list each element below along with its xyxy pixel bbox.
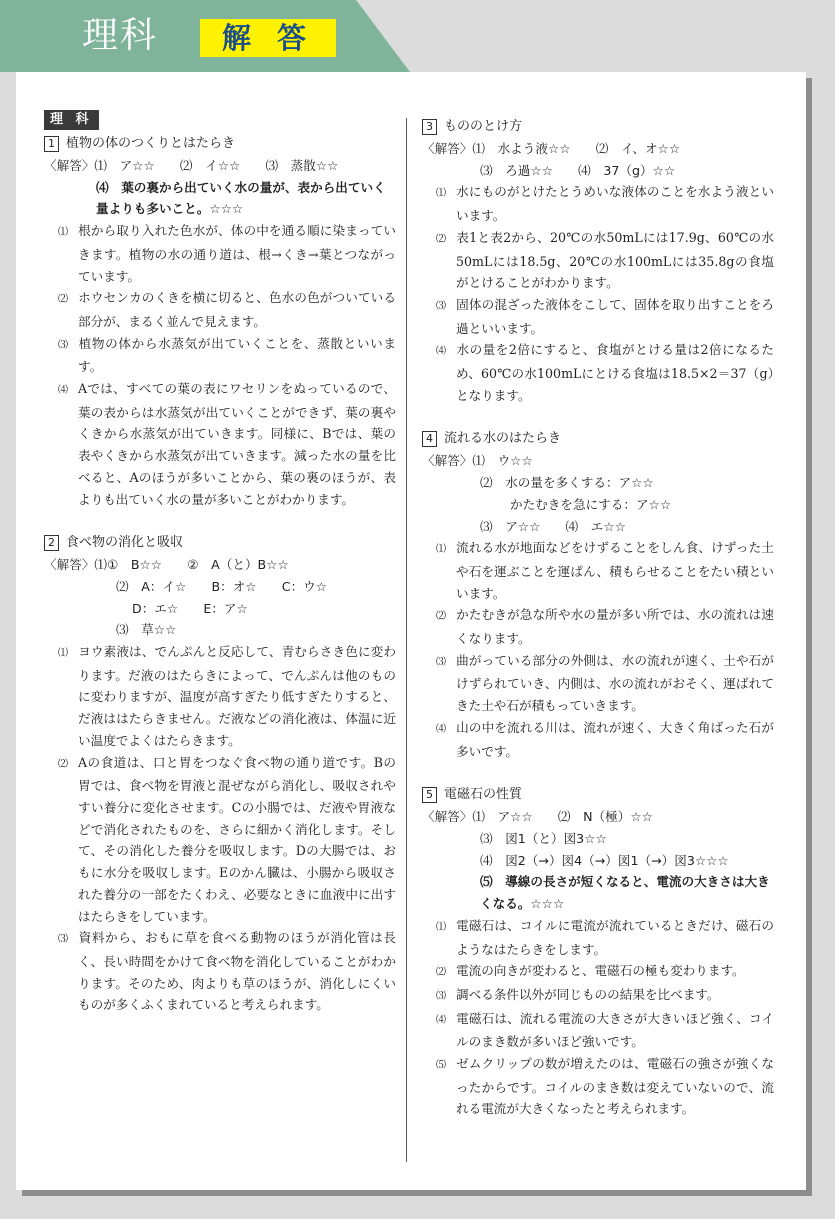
answer-line: 〈解答〉⑴ ア☆☆ ⑵ N（極）☆☆ [422,809,653,825]
explanations-1 [44,220,396,510]
section-heading-1 [44,133,396,155]
left-column [44,108,396,1016]
explanation-item: ⑵ かたむきが急な所や水の量が多い所では、水の流れは速くなります。 [436,607,774,647]
answer-line: D：エ☆ E：ア☆ [132,600,248,616]
explanation-item: ⑵ ホウセンカのくきを横に切ると、色水の色がついている部分が、まるく並んで見えます。 [58,290,396,329]
answer-line: 〈解答〉⑴① B☆☆ ② A（と）B☆☆ [44,557,289,573]
explanations-3 [422,181,774,406]
answer-line: ⑷ 図2（→）図4（→）図1（→）図3☆☆☆ [480,852,729,868]
right-column [422,108,774,1120]
answer-line: 〈解答〉⑴ ア☆☆ ⑵ イ☆☆ ⑶ 蒸散☆☆ [44,158,339,173]
explanations-4 [422,537,774,762]
explanation-item: ⑵ 電流の向きが変わると、電磁石の極も変わります。 [436,963,745,979]
answer-line: ⑷ 葉の裏から出ていく水の量が、表から出ていく量よりも多いこと。☆☆☆ [96,179,386,217]
answer-line: 〈解答〉⑴ ウ☆☆ [422,453,533,469]
section-title: 植物の体のつくりとはたらき [66,136,236,151]
explanation-item: ⑴ ヨウ素液は、でんぷんと反応して、青むらさき色に変わります。だ液のはたらきによって、でんぷんは他のものに変わりますが、温度が高すぎたり低すぎたりすると、だ液ははたらきません。だ液などの消化液は、体温に近い温度でよくはたらきます。 [58,644,396,748]
answer-line: ⑶ ろ過☆☆ ⑷ 37（g）☆☆ [480,162,676,178]
section-title: 食べ物の消化と吸収 [66,535,184,551]
answer-line: ⑵ A：イ☆ B：オ☆ C：ウ☆ [116,578,328,594]
explanation-item: ⑶ 資料から、おもに草を食べる動物のほうが消化管は長く、長い時間をかけて食べ物を消化していることがわかります。そのため、肉よりも草のほうが、消化しにくいものが多くふくまれていると考えられます。 [58,930,396,1013]
section-heading-5 [422,784,774,806]
answer-line: かたむきを急にする：ア☆☆ [510,496,672,512]
answer-line: ⑶ ア☆☆ ⑷ エ☆☆ [480,518,626,534]
section-heading-4 [422,428,774,450]
explanation-item: ⑷ 電磁石は、流れる電流の大きさが大きいほど強く、コイルのまき数が多いほど強いです。 [436,1010,774,1050]
explanation-item: ⑵ Aの食道は、口と胃をつなぐ食べ物の通り道です。Bの胃では、食べ物を胃液と混ぜながら消化し、吸収されやすい養分に変化させます。Cの小腸では、だ液や胃液などで消化されたものを、さらに細かく消化します。そして、その消化した養分を吸収します。Dの大腸では、おもに水分を吸収します。Eのかん臓は、小腸から吸収された養分の一部をたくわえ、必要なときに血液中に出すはたらきをしています。 [58,754,396,924]
explanation-item: ⑷ Aでは、すべての葉の表にワセリンをぬっているので、葉の表からは水蒸気が出ていくことができず、葉の裏やくきから水蒸気が出ていきます。同様に、Bでは、葉の表やくきから水蒸気が出ていきます。減った水の量を比べると、Aのほうが多いことから、葉の裏のほうが、表よりも出ていく水の量が多いことがわかります。 [58,381,396,507]
answer-page [16,72,806,1190]
answer-line: ⑶ 草☆☆ [116,622,177,638]
explanation-item: ⑶ 植物の体から水蒸気が出ていくことを、蒸散といいます。 [58,335,396,375]
explanation-item: ⑴ 水にものがとけたとうめいな液体のことを水よう液といいます。 [436,184,774,224]
section-number: 3 [422,119,437,135]
explanation-item: ⑵ 表1と表2から、20℃の水50mLには17.9g、60℃の水50mLには18.5g、20℃の水100mLには35.8gの食塩がとけることがわかります。 [436,229,774,291]
column-divider [406,118,407,1162]
explanation-item: ⑶ 固体の混ざった液体をこして、固体を取り出すことをろ過といいます。 [436,296,774,336]
subject-label: 理 科 [44,110,99,130]
answer-line: ⑵ 水の量を多くする：ア☆☆ [480,475,654,491]
explanation-item: ⑴ 流れる水が地面などをけずることをしん食、けずった土や石を運ぶことを運ぱん、積もらせることをたい積といいます。 [436,540,774,601]
section-number: 5 [422,787,437,803]
answer-line: ⑶ 図1（と）図3☆☆ [480,830,607,846]
explanation-item: ⑶ 調べる条件以外が同じものの結果を比べます。 [436,986,720,1002]
section-title: 電磁石の性質 [444,787,523,803]
section-number: 1 [44,136,59,152]
explanation-item: ⑶ 曲がっている部分の外側は、水の流れが速く、土や石がけずられていき、内側は、水の流れがおそく、運ばれてきた土や石が積もっていきます。 [436,652,774,714]
header-title: 理科 [82,15,159,56]
section-title: もののとけ方 [444,119,523,134]
section-heading-3 [422,116,774,138]
section-title: 流れる水のはたらき [444,431,562,447]
explanation-item: ⑷ 山の中を流れる川は、流れが速く、大きく角ばった石が多いです。 [436,719,774,759]
explanation-item: ⑷ 水の量を2倍にすると、食塩がとける量は2倍になるため、60℃の水100mLにとける食塩は18.5×2＝37（g）となります。 [436,342,774,403]
section-heading-2 [44,532,396,554]
explanation-item: ⑴ 電磁石は、コイルに電流が流れているときだけ、磁石のようなはたらきをします。 [436,917,774,957]
answer-badge: 解 答 [200,19,336,57]
answer-line: 〈解答〉⑴ 水よう液☆☆ ⑵ イ、オ☆☆ [422,141,681,156]
section-number: 4 [422,431,437,447]
explanations-5 [422,915,774,1120]
explanation-item: ⑸ ゼムクリップの数が増えたのは、電磁石の強さが強くなったからです。コイルのまき数は変えていないので、流れる電流が大きくなったと考えられます。 [436,1056,774,1117]
explanation-item: ⑴ 根から取り入れた色水が、体の中を通る順に染まっていきます。植物の水の通り道は、根→くき→葉とつながっています。 [58,223,396,284]
explanations-2 [44,641,396,1016]
answer-line: ⑸ 導線の長さが短くなると、電流の大きさは大きくなる。☆☆☆ [480,874,770,912]
section-number: 2 [44,535,59,551]
